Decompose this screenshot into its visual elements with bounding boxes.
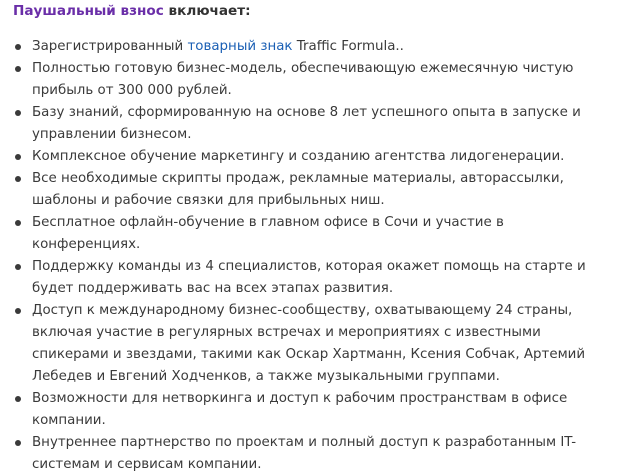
item-text: Доступ к международному бизнес-сообществу, охватывающему 24 страны, включая участие в регулярных встречах и мероприятиях с известными спикерами и звездами, такими как Оскар Хартманн, Ксения Собчак, Артемий Лебедев и Евгений Ходченков, а также музыкальными группами. <box>32 303 586 384</box>
trademark-link[interactable]: товарный знак <box>187 39 293 54</box>
bullet-icon <box>15 44 21 50</box>
list-item <box>0 36 620 58</box>
list-item <box>0 432 620 476</box>
item-text: Возможности для нетворкинга и доступ к рабочим пространствам в офисе компании. <box>32 391 568 428</box>
bullet-icon <box>15 220 21 226</box>
list-item <box>0 388 620 432</box>
bullet-icon <box>15 440 21 446</box>
item-text: Все необходимые скрипты продаж, рекламные материалы, авторассылки, шаблоны и рабочие связки для прибыльных ниш. <box>32 171 564 208</box>
bullet-icon <box>15 396 21 402</box>
item-text: Полностью готовую бизнес-модель, обеспечивающую ежемесячную чистую прибыль от 300 000 рублей. <box>32 61 574 98</box>
section-heading <box>13 2 251 20</box>
bullet-icon <box>15 264 21 270</box>
list-item <box>0 168 620 212</box>
list-item <box>0 146 620 168</box>
bullet-icon <box>15 176 21 182</box>
heading-rest: включает: <box>163 3 251 19</box>
list-item <box>0 212 620 256</box>
item-text: Бесплатное офлайн-обучение в главном офисе в Сочи и участие в конференциях. <box>32 215 504 252</box>
list-item <box>0 256 620 300</box>
bullet-icon <box>15 308 21 314</box>
features-list <box>0 36 620 476</box>
bullet-icon <box>15 154 21 160</box>
item-text: Внутреннее партнерство по проектам и полный доступ к разработанным IT-системам и сервисам компании. <box>32 435 577 472</box>
list-item <box>0 58 620 102</box>
item-text: Поддержку команды из 4 специалистов, которая окажет помощь на старте и будет поддерживать вас на всех этапах развития. <box>32 259 586 296</box>
heading-accent: Паушальный взнос <box>13 3 164 19</box>
item-text: Комплексное обучение маркетингу и созданию агентства лидогенерации. <box>32 149 565 164</box>
list-item <box>0 102 620 146</box>
item-text: Базу знаний, сформированную на основе 8 лет успешного опыта в запуске и управлении бизнесом. <box>32 105 581 142</box>
item-text-before: Зарегистрированный <box>32 39 188 54</box>
bullet-icon <box>15 66 21 72</box>
item-text-after: Traffic Formula.. <box>292 39 404 54</box>
bullet-icon <box>15 110 21 116</box>
list-item <box>0 300 620 388</box>
